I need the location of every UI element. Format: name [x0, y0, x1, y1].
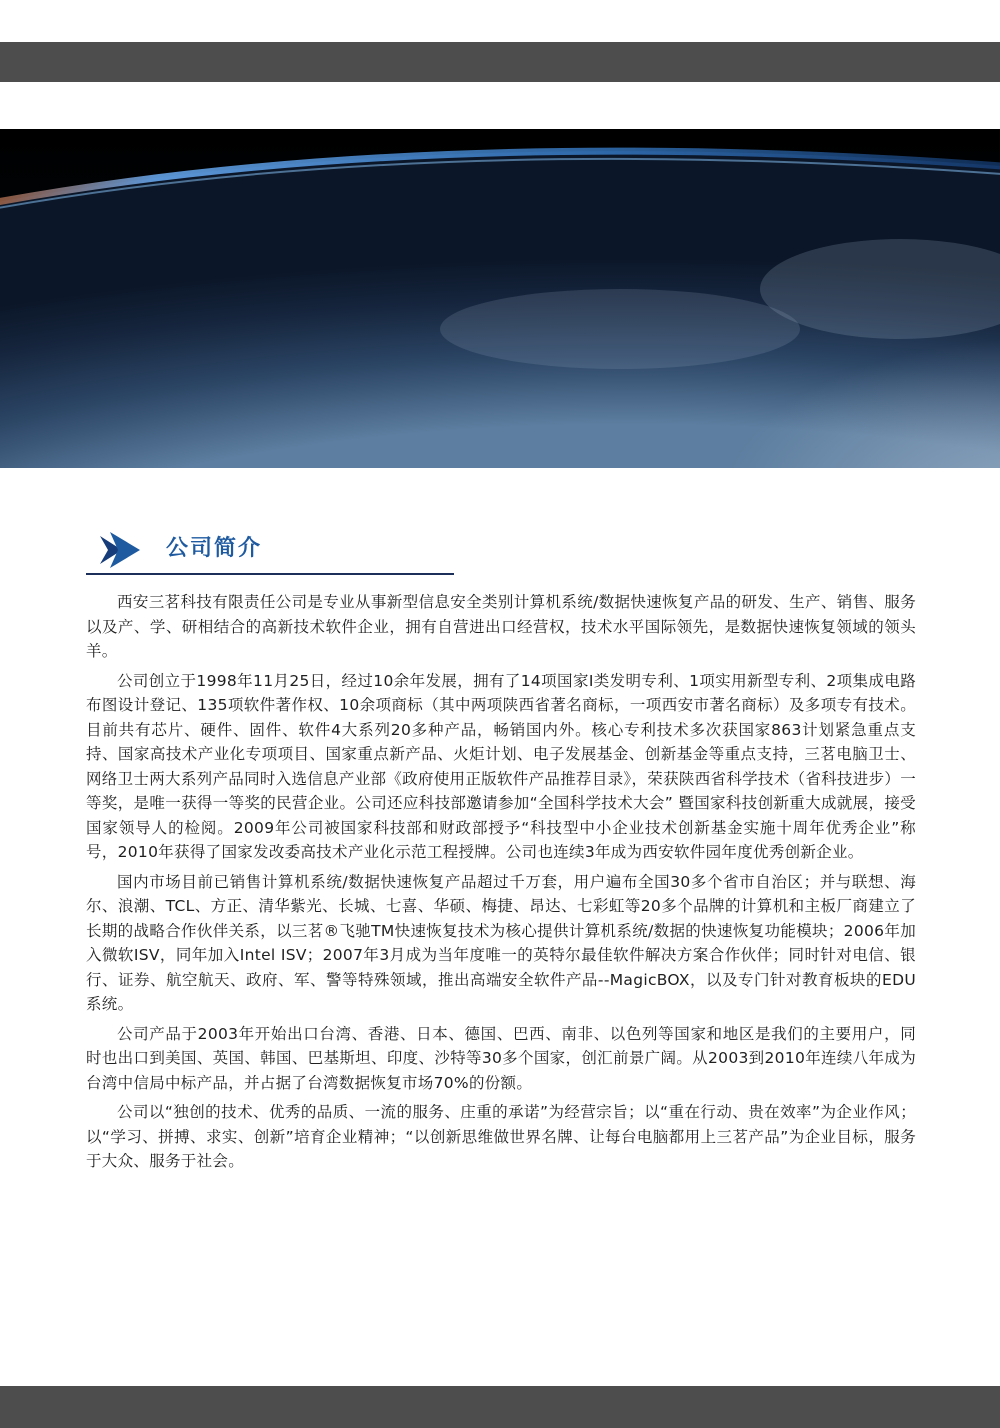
paragraph: 西安三茗科技有限责任公司是专业从事新型信息安全类别计算机系统/数据快速恢复产品的研发、生产、销售、服务以及产、学、研相结合的高新技术软件企业，拥有自营进出口经营权，技术水平国际领先，是数据快速恢复领域的领头羊。	[86, 593, 916, 660]
top-decorative-bar	[0, 42, 1000, 82]
company-intro-body	[86, 590, 916, 1179]
bottom-decorative-bar	[0, 1386, 1000, 1428]
section-header	[86, 528, 454, 576]
section-title: 公司简介	[166, 536, 263, 561]
paragraph: 公司以“独创的技术、优秀的品质、一流的服务、庄重的承诺”为经营宗旨；以“重在行动、贵在效率”为企业作风；以“学习、拼搏、求实、创新”培育企业精神；“以创新思维做世界名牌、让每台电脑都用上三茗产品”为企业目标，服务于大众、服务于社会。	[86, 1103, 916, 1170]
paragraph: 公司产品于2003年开始出口台湾、香港、日本、德国、巴西、南非、以色列等国家和地区是我们的主要用户，同时也出口到美国、英国、韩国、巴基斯坦、印度、沙特等30多个国家，创汇前景广阔。从2003到2010年连续八年成为台湾中信局中标产品，并占据了台湾数据恢复市场70%的份额。	[86, 1024, 916, 1092]
arrow-right-icon	[100, 532, 140, 568]
paragraph: 公司创立于1998年11月25日，经过10余年发展，拥有了14项国家I类发明专利、1项实用新型专利、2项集成电路布图设计登记、135项软件著作权、10余项商标（其中两项陕西省著名商标，一项西安市著名商标）及多项专有技术。目前共有芯片、硬件、固件、软件4大系列20多种产品，畅销国内外。核心专利技术多次获国家863计划紧急重点支持、国家高技术产业化专项项目、国家重点新产品、火炬计划、电子发展基金、创新基金等重点支持，三茗电脑卫士、网络卫士两大系列产品同时入选信息产业部《政府使用正版软件产品推荐目录》，荣获陕西省科学技术（省科技进步）一等奖，是唯一获得一等奖的民营企业。公司还应科技部邀请参加“全国科学技术大会” 暨国家科技创新重大成就展，接受国家领导人的检阅。2009年公司被国家科技部和财政部授予“科技型中小企业技术创新基金实施十周年优秀企业”称号，2010年获得了国家发改委高技术产业化示范工程授牌。公司也连续3年成为西安软件园年度优秀创新企业。	[86, 671, 916, 861]
section-divider	[86, 573, 454, 575]
paragraph: 国内市场目前已销售计算机系统/数据快速恢复产品超过千万套，用户遍布全国30多个省市自治区；并与联想、海尔、浪潮、TCL、方正、清华紫光、长城、七喜、华硕、梅捷、昂达、七彩虹等20多个品牌的计算机和主板厂商建立了长期的战略合作伙伴关系，以三茗®飞驰TM快速恢复技术为核心提供计算机系统/数据的快速恢复功能模块；2006年加入微软ISV，同年加入Intel ISV；2007年3月成为当年度唯一的英特尔最佳软件解决方案合作伙伴；同时针对电信、银行、证券、航空航天、政府、军、警等特殊领域，推出高端安全软件产品--MagicBOX，以及专门针对教育板块的EDU系统。	[86, 872, 916, 1013]
earth-from-space-image	[0, 129, 1000, 468]
